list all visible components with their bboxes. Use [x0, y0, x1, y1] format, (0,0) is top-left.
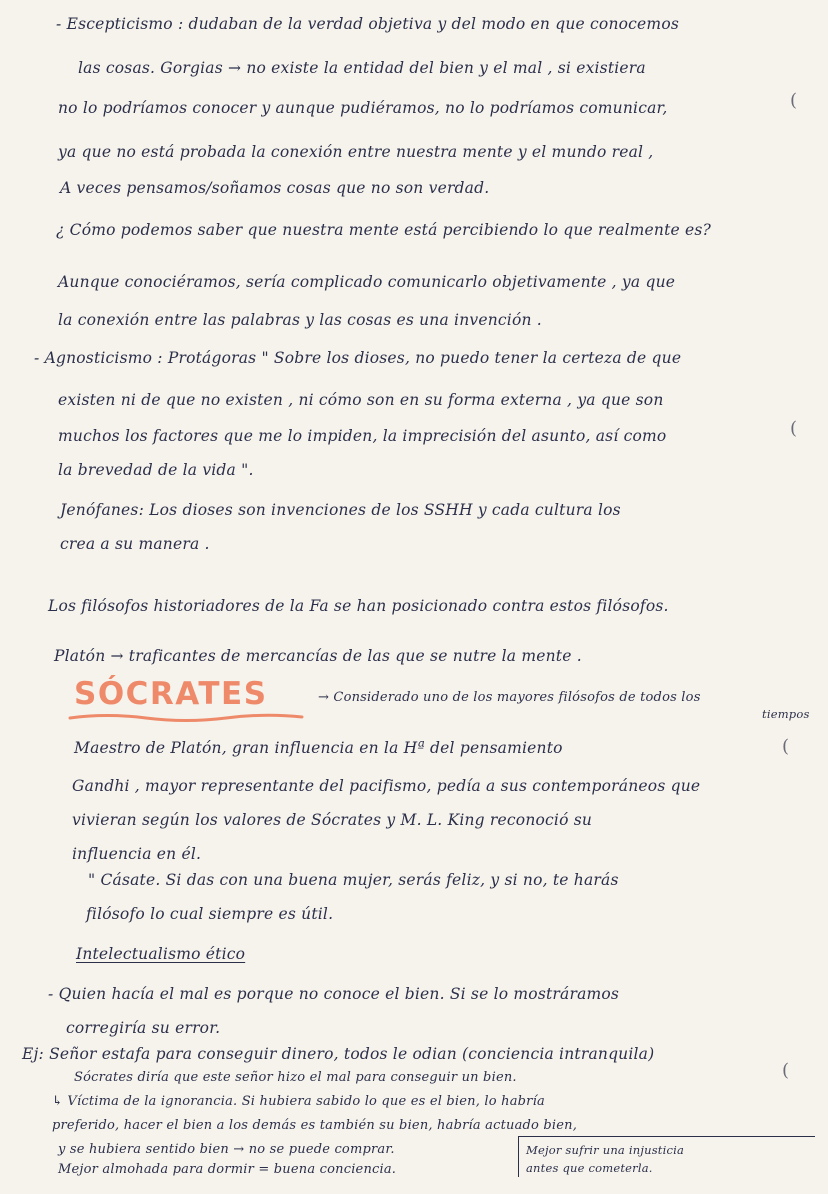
- socrates-heading: SÓCRATES: [74, 676, 268, 712]
- text-line: Jenófanes: Los dioses son invenciones de los SSHH y cada cultura los: [60, 501, 621, 519]
- text-line: la conexión entre las palabras y las cosas es una invención .: [58, 311, 542, 329]
- text-line: → Considerado uno de los mayores filósofos de todos los: [318, 690, 701, 705]
- text-line: vivieran según los valores de Sócrates y M. L. King reconoció su: [72, 811, 593, 829]
- text-line: influencia en él.: [72, 845, 202, 863]
- text-line: ¿ Cómo podemos saber que nuestra mente está percibiendo lo que realmente es?: [56, 221, 712, 239]
- text-line: preferido, hacer el bien a los demás es también su bien, habría actuado bien,: [52, 1118, 578, 1133]
- text-line: Los filósofos historiadores de la Fa se han posicionado contra estos filósofos.: [48, 597, 669, 615]
- boxed-note-line: Mejor sufrir una injusticia: [526, 1143, 685, 1157]
- text-line: ya que no está probada la conexión entre nuestra mente y el mundo real ,: [58, 143, 654, 161]
- quote-line: " Cásate. Si das con una buena mujer, serás feliz, y si no, te harás: [88, 871, 619, 889]
- text-line: la brevedad de la vida ".: [58, 461, 254, 479]
- text-line: - Escepticismo : dudaban de la verdad objetiva y del modo en que conocemos: [56, 15, 680, 33]
- text-line: corregiría su error.: [66, 1019, 221, 1037]
- margin-mark: (: [782, 1060, 790, 1081]
- quote-line: filósofo lo cual siempre es útil.: [86, 905, 334, 923]
- heading-underline: [66, 712, 306, 726]
- text-line: existen ni de que no existen , ni cómo son en su forma externa , ya que son: [58, 391, 664, 409]
- text-line: Mejor almohada para dormir = buena conciencia.: [58, 1162, 397, 1177]
- text-line: A veces pensamos/soñamos cosas que no son verdad.: [60, 179, 490, 197]
- text-line: - Agnosticismo : Protágoras " Sobre los dioses, no puedo tener la certeza de que: [34, 349, 682, 367]
- text-line: Gandhi , mayor representante del pacifismo, pedía a sus contemporáneos que: [72, 777, 701, 795]
- text-line: Sócrates diría que este señor hizo el mal para conseguir un bien.: [74, 1070, 517, 1085]
- text-line: - Quien hacía el mal es porque no conoce el bien. Si se lo mostráramos: [48, 985, 620, 1003]
- text-line: crea a su manera .: [60, 535, 210, 553]
- text-line: Platón → traficantes de mercancías de las que se nutre la mente .: [54, 647, 582, 665]
- text-line: Maestro de Platón, gran influencia en la Hª del pensamiento: [74, 739, 563, 757]
- text-line: ↳ Víctima de la ignorancia. Si hubiera sabido lo que es el bien, lo habría: [52, 1094, 545, 1109]
- margin-mark: (: [790, 418, 798, 439]
- margin-mark: (: [782, 736, 790, 757]
- text-line: las cosas. Gorgias → no existe la entidad del bien y el mal , si existiera: [78, 59, 646, 77]
- text-line: no lo podríamos conocer y aunque pudiéramos, no lo podríamos comunicar,: [58, 99, 668, 117]
- text-line: Ej: Señor estafa para conseguir dinero, todos le odian (conciencia intranquila): [22, 1045, 655, 1063]
- text-line: y se hubiera sentido bien → no se puede comprar.: [58, 1142, 395, 1157]
- boxed-note-line: antes que cometerla.: [526, 1161, 653, 1175]
- text-line: muchos los factores que me lo impiden, la imprecisión del asunto, así como: [58, 427, 667, 445]
- margin-mark: (: [790, 90, 798, 111]
- subheading: Intelectualismo ético: [76, 945, 246, 963]
- text-line: tiempos: [762, 707, 810, 721]
- text-line: Aunque conociéramos, sería complicado comunicarlo objetivamente , ya que: [58, 273, 676, 291]
